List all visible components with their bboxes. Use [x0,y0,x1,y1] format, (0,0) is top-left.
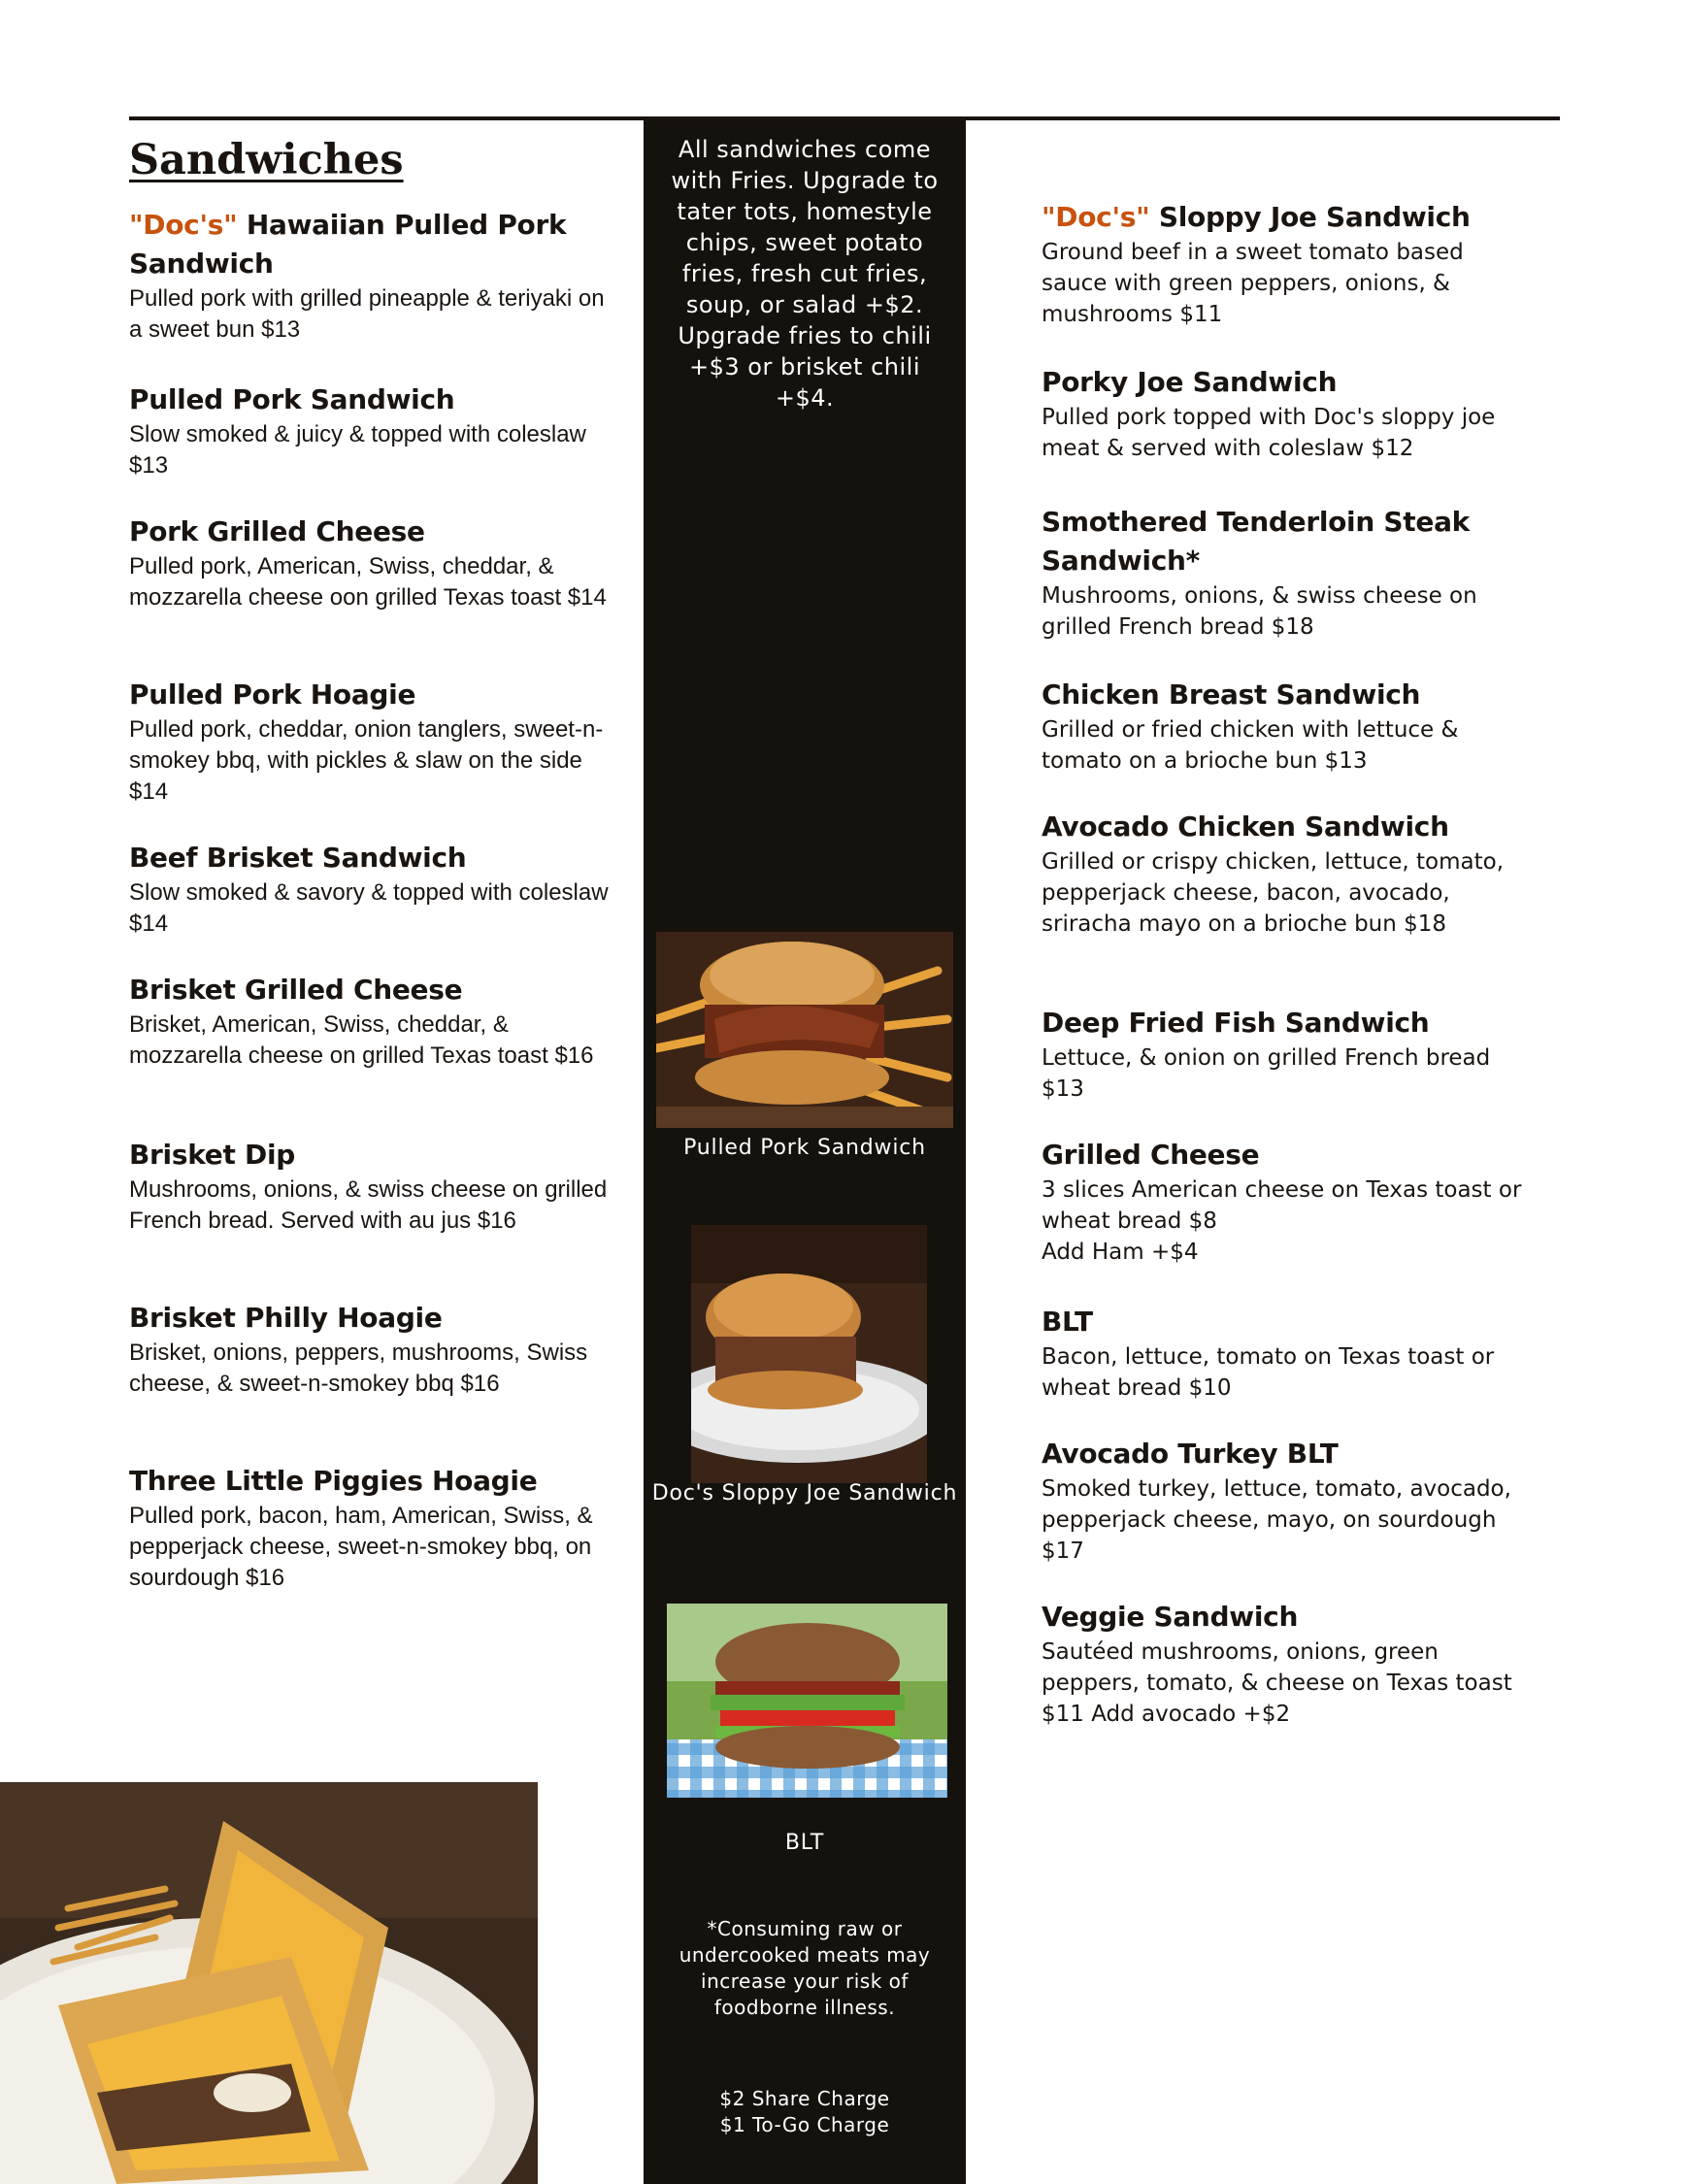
item-name: Beef Brisket Sandwich [129,842,467,874]
item-description: Brisket, American, Swiss, cheddar, & mozzarella cheese on grilled Texas toast $16 [129,1011,594,1069]
item-name: Smothered Tenderloin Steak Sandwich* [1042,506,1470,577]
item-name: Avocado Turkey BLT [1042,1438,1339,1470]
menu-item [1042,1435,1527,1567]
item-description: Brisket, onions, peppers, mushrooms, Swiss cheese, & sweet-n-smokey bbq $16 [129,1340,588,1397]
photo-caption: Doc's Sloppy Joe Sandwich [651,1481,958,1506]
item-name: Three Little Piggies Hoagie [129,1465,538,1497]
menu-item [1042,503,1527,643]
item-description: Pulled pork, cheddar, onion tanglers, sweet-n-smokey bbq, with pickles & slaw on the side $14 [129,716,604,805]
item-description: 3 slices American cheese on Texas toast or wheat bread $8 [1042,1177,1522,1234]
menu-item [1042,1004,1527,1105]
item-name: BLT [1042,1306,1093,1338]
togo-charge: $1 To-Go Charge [719,2113,890,2136]
blt-photo [667,1604,947,1798]
menu-item [129,676,614,808]
item-name: Pork Grilled Cheese [129,515,425,547]
menu-item [129,1462,614,1594]
menu-item [129,1299,614,1400]
menu-item [129,971,614,1072]
menu-item [1042,1136,1527,1268]
menu-item [129,839,614,940]
item-description: Sautéed mushrooms, onions, green peppers, tomato, & cheese on Texas toast $11 Add avocado +$2 [1042,1639,1512,1727]
center-info-band [644,120,966,2184]
item-name: Porky Joe Sandwich [1042,366,1338,398]
menu-item [129,206,614,346]
item-name: Chicken Breast Sandwich [1042,678,1421,711]
menu-item [1042,676,1527,777]
menu-item [1042,808,1527,940]
item-name: Deep Fried Fish Sandwich [1042,1007,1430,1039]
item-description: Mushrooms, onions, & swiss cheese on grilled French bread $18 [1042,583,1477,640]
sides-upgrade-note: All sandwiches come with Fries. Upgrade to tater tots, homestyle chips, sweet potato fries, fresh cut fries, soup, or salad +$2. Upgrade fries to chili +$3 or brisket chili +$4. [671,136,939,412]
menu-item [129,513,614,613]
menu-item [1042,1303,1527,1404]
item-description: Bacon, lettuce, tomato on Texas toast or wheat bread $10 [1042,1344,1495,1401]
pulled-pork-photo [656,932,953,1128]
menu-item [1042,198,1527,330]
item-description: Slow smoked & savory & topped with coleslaw $14 [129,879,609,937]
item-name: "Doc's" Hawaiian Pulled Pork Sandwich [129,209,567,280]
raw-meat-warning: *Consuming raw or undercooked meats may increase your risk of foodborne illness. [679,1917,931,2019]
item-name: Pulled Pork Hoagie [129,678,416,711]
item-description: Ground beef in a sweet tomato based sauce with green peppers, onions, & mushrooms $11 [1042,240,1464,327]
page-title: Sandwiches [129,136,404,184]
menu-item [129,381,614,481]
menu-item [1042,1598,1527,1730]
item-name: Pulled Pork Sandwich [129,383,455,415]
grilled-cheese-photo [0,1782,538,2184]
item-name: Grilled Cheese [1042,1139,1260,1171]
item-description: Pulled pork with grilled pineapple & teriyaki on a sweet bun $13 [129,285,605,343]
item-addon: Add Ham +$4 [1042,1240,1199,1265]
item-description: Smoked turkey, lettuce, tomato, avocado, pepperjack cheese, mayo, on sourdough $17 [1042,1476,1511,1564]
share-charge: $2 Share Charge [719,2087,890,2110]
item-description: Grilled or fried chicken with lettuce & tomato on a brioche bun $13 [1042,717,1459,774]
item-description: Pulled pork, bacon, ham, American, Swiss, & pepperjack cheese, sweet-n-smokey bbq, on sourdough $16 [129,1503,593,1591]
charges-note [671,2086,939,2138]
item-name: Brisket Dip [129,1139,295,1171]
item-description: Lettuce, & onion on grilled French bread $13 [1042,1045,1491,1102]
menu-item [129,1136,614,1237]
item-name: Brisket Philly Hoagie [129,1302,443,1334]
photo-caption: BLT [784,1831,825,1855]
item-name: "Doc's" Sloppy Joe Sandwich [1042,201,1471,233]
photo-caption: Pulled Pork Sandwich [683,1136,926,1160]
item-description: Pulled pork, American, Swiss, cheddar, & mozzarella cheese oon grilled Texas toast $14 [129,553,607,611]
item-description: Mushrooms, onions, & swiss cheese on grilled French bread. Served with au jus $16 [129,1176,608,1234]
item-name: Avocado Chicken Sandwich [1042,811,1449,843]
item-description: Grilled or crispy chicken, lettuce, tomato, pepperjack cheese, bacon, avocado, sriracha mayo on a brioche bun $18 [1042,849,1505,937]
item-description: Pulled pork topped with Doc's sloppy joe meat & served with coleslaw $12 [1042,405,1496,461]
item-name: Veggie Sandwich [1042,1601,1299,1633]
item-name: Brisket Grilled Cheese [129,974,463,1006]
item-description: Slow smoked & juicy & topped with coleslaw $13 [129,421,586,479]
menu-item [1042,363,1527,464]
sloppy-joe-photo [691,1225,927,1483]
